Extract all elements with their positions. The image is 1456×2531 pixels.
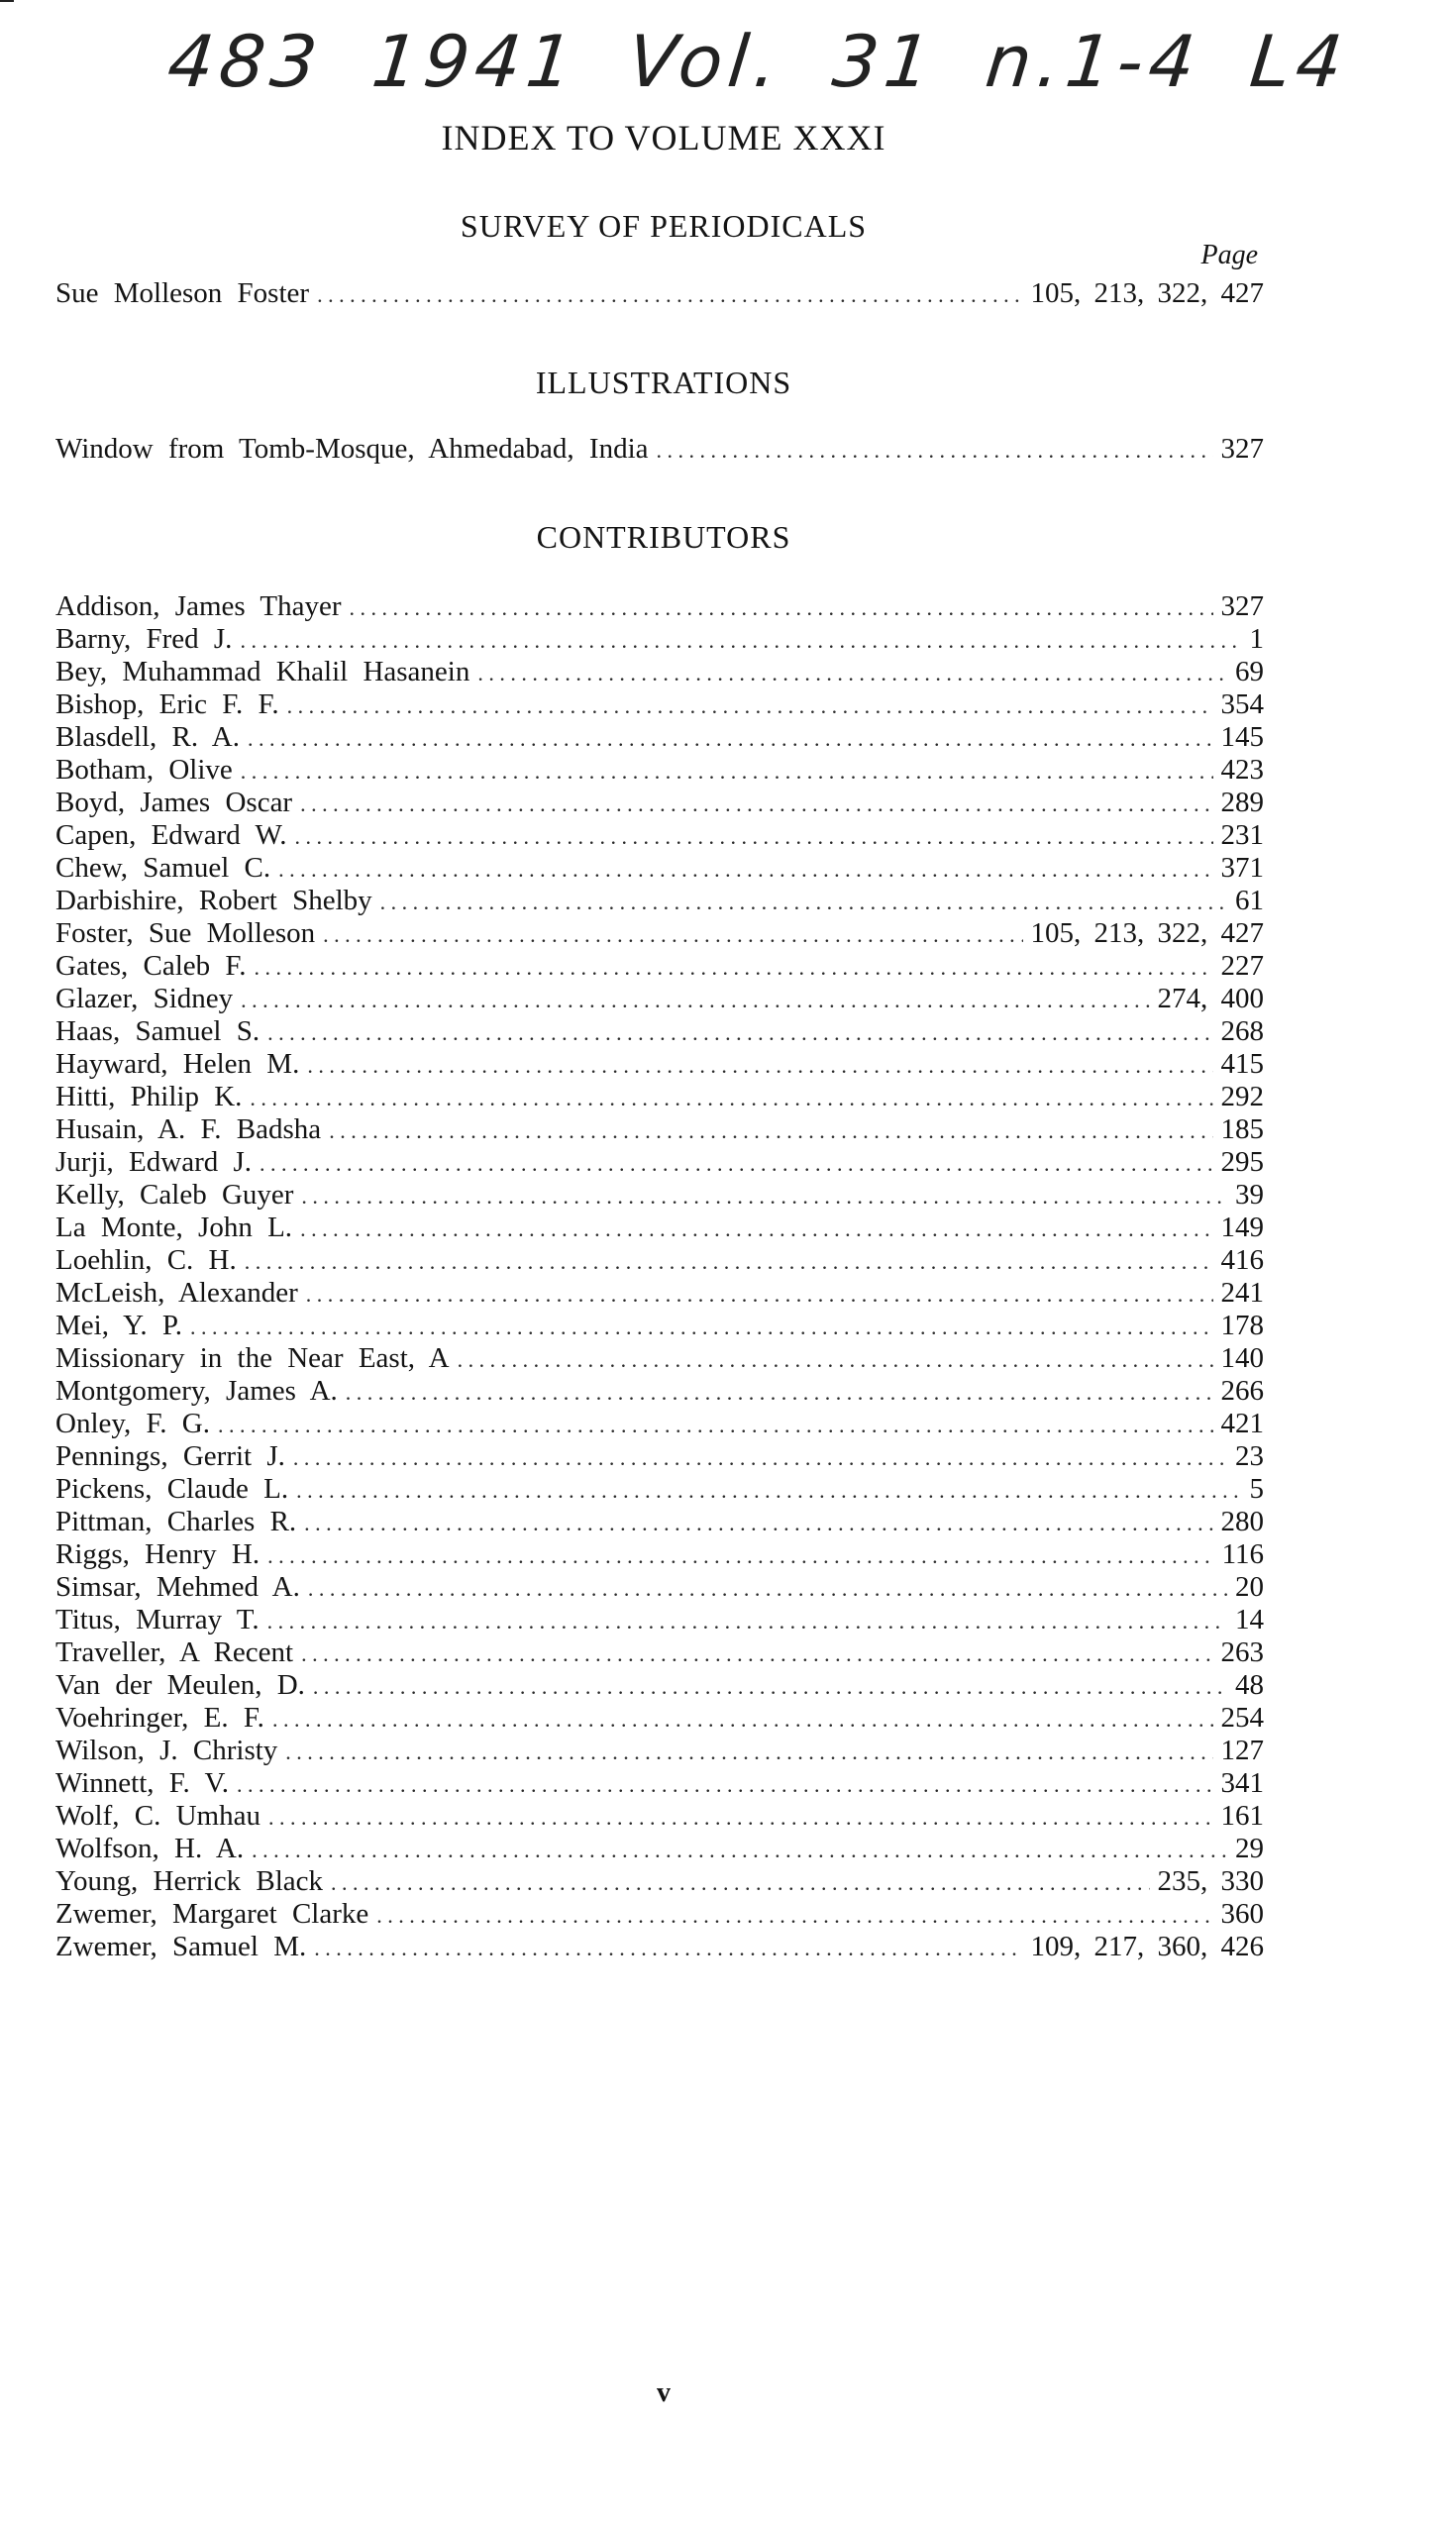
dot-leader	[317, 278, 1022, 310]
contributor-pages: 274, 400	[1157, 983, 1264, 1014]
contributor-row	[55, 721, 1264, 754]
contributor-name: Boyd, James Oscar	[55, 787, 293, 818]
contributor-name: Foster, Sue Molleson	[55, 917, 316, 949]
contributor-pages: 371	[1220, 852, 1264, 884]
contributor-name: Hayward, Helen M.	[55, 1048, 300, 1080]
dot-leader	[380, 886, 1227, 917]
contributor-pages: 241	[1220, 1277, 1264, 1309]
contributor-row	[55, 1702, 1264, 1735]
contributor-row	[55, 1310, 1264, 1342]
contributor-row	[55, 819, 1264, 852]
contributor-name: Haas, Samuel S.	[55, 1015, 260, 1047]
contributor-name: Glazer, Sidney	[55, 983, 234, 1014]
contributor-name: McLeish, Alexander	[55, 1277, 298, 1309]
dot-leader	[241, 984, 1149, 1015]
illustrations-heading: ILLUSTRATIONS	[535, 365, 792, 400]
contributor-name: Barny, Fred J.	[55, 623, 233, 655]
contributor-name: Winnett, F. V.	[55, 1767, 229, 1799]
contributor-row	[55, 1604, 1264, 1636]
contributor-name: Gates, Caleb F.	[55, 950, 247, 982]
contributor-row	[55, 1669, 1264, 1702]
contributor-row	[55, 950, 1264, 983]
contributor-name: Onley, F. G.	[55, 1408, 210, 1439]
contributor-pages: 69	[1235, 656, 1264, 687]
contributor-name: Missionary in the Near East, A	[55, 1342, 450, 1374]
contributor-name: Hitti, Philip K.	[55, 1081, 243, 1112]
survey-heading: SURVEY OF PERIODICALS	[460, 208, 868, 244]
contributor-pages: 327	[1220, 590, 1264, 622]
dot-leader	[314, 1932, 1022, 1963]
contributor-row	[55, 590, 1264, 623]
dot-leader	[272, 1703, 1213, 1735]
contributor-pages: 116	[1221, 1538, 1264, 1570]
scan-corner-mark	[0, 0, 14, 2]
contributor-name: Pickens, Claude L.	[55, 1473, 289, 1505]
contributor-name: Pittman, Charles R.	[55, 1506, 297, 1537]
contributor-row	[55, 1244, 1264, 1277]
contributor-name: Wolfson, H. A.	[55, 1833, 245, 1864]
contributor-row	[55, 688, 1264, 721]
dot-leader	[245, 1245, 1213, 1277]
dot-leader	[301, 1637, 1212, 1669]
dot-leader	[240, 624, 1241, 656]
dot-leader	[306, 1278, 1213, 1310]
contributor-row	[55, 1277, 1264, 1310]
contributor-row	[55, 1571, 1264, 1604]
contributor-name: Chew, Samuel C.	[55, 852, 271, 884]
contributor-pages: 235, 330	[1157, 1865, 1264, 1897]
contributor-name: Jurji, Edward J.	[55, 1146, 253, 1178]
contributor-row	[55, 1735, 1264, 1767]
contributor-pages: 263	[1220, 1636, 1264, 1668]
contributor-row	[55, 1113, 1264, 1146]
contributor-pages: 341	[1220, 1767, 1264, 1799]
contributor-pages: 231	[1220, 819, 1264, 851]
dot-leader	[237, 1768, 1213, 1800]
dot-leader	[304, 1507, 1212, 1538]
contributor-name: Wolf, C. Umhau	[55, 1800, 260, 1832]
contributor-pages: 109, 217, 360, 426	[1030, 1931, 1264, 1962]
contributor-row	[55, 1636, 1264, 1669]
contributor-pages: 268	[1220, 1015, 1264, 1047]
contributor-pages: 254	[1220, 1702, 1264, 1734]
dot-leader	[329, 1114, 1212, 1146]
dot-leader	[267, 1605, 1227, 1636]
contributor-row	[55, 656, 1264, 688]
page-column-label: Page	[1200, 240, 1258, 270]
contributor-name: Kelly, Caleb Guyer	[55, 1179, 294, 1211]
contributor-name: Zwemer, Samuel M.	[55, 1931, 307, 1962]
contributor-name: Loehlin, C. H.	[55, 1244, 237, 1276]
contributor-pages: 161	[1220, 1800, 1264, 1832]
contributor-row	[55, 1408, 1264, 1440]
dot-leader	[267, 1016, 1212, 1048]
contributor-pages: 421	[1220, 1408, 1264, 1439]
contributor-name: Husain, A. F. Badsha	[55, 1113, 322, 1145]
contributor-row	[55, 1865, 1264, 1898]
dot-leader	[250, 1082, 1212, 1113]
contributor-name: Montgomery, James A.	[55, 1375, 338, 1407]
contributor-row	[55, 852, 1264, 885]
contributor-row	[55, 1473, 1264, 1506]
contributor-row	[55, 1898, 1264, 1931]
contributor-row	[55, 1800, 1264, 1833]
dot-leader	[267, 1539, 1213, 1571]
entry-name: Window from Tomb-Mosque, Ahmedabad, India	[55, 433, 649, 465]
contributor-row	[55, 1179, 1264, 1212]
contributor-row	[55, 1081, 1264, 1113]
contributor-pages: 415	[1220, 1048, 1264, 1080]
dot-leader	[301, 1180, 1227, 1212]
dot-leader	[218, 1409, 1213, 1440]
dot-leader	[268, 1801, 1213, 1833]
contributor-row	[55, 1375, 1264, 1408]
dot-leader	[260, 1147, 1212, 1179]
contributor-pages: 105, 213, 322, 427	[1030, 917, 1264, 949]
contributor-name: Young, Herrick Black	[55, 1865, 323, 1897]
contributor-pages: 354	[1220, 688, 1264, 720]
contributor-pages: 29	[1235, 1833, 1264, 1864]
contributor-pages: 227	[1220, 950, 1264, 982]
dot-leader	[252, 1834, 1227, 1865]
handwritten-catalog-note: 483 1941 Vol. 31 n.1-4 L4	[163, 20, 1353, 103]
contributor-row	[55, 885, 1264, 917]
contributor-pages: 127	[1220, 1735, 1264, 1766]
contributor-pages: 1	[1249, 623, 1264, 655]
contributor-name: Mei, Y. P.	[55, 1310, 183, 1341]
dot-leader	[285, 1736, 1212, 1767]
contributor-row	[55, 1538, 1264, 1571]
contributor-name: Addison, James Thayer	[55, 590, 342, 622]
contributor-pages: 266	[1220, 1375, 1264, 1407]
contributor-pages: 145	[1220, 721, 1264, 753]
entry-name: Sue Molleson Foster	[55, 277, 310, 309]
dot-leader	[477, 657, 1227, 688]
entry-pages: 327	[1220, 433, 1264, 465]
contributor-pages: 185	[1220, 1113, 1264, 1145]
contributor-pages: 140	[1220, 1342, 1264, 1374]
contributor-row	[55, 917, 1264, 950]
contributor-row	[55, 1767, 1264, 1800]
dot-leader	[313, 1670, 1227, 1702]
page-title: INDEX TO VOLUME XXXI	[441, 118, 886, 158]
entry-pages: 105, 213, 322, 427	[1030, 277, 1264, 309]
dot-leader	[248, 722, 1213, 754]
contributor-name: Darbishire, Robert Shelby	[55, 885, 372, 916]
contributor-row	[55, 1506, 1264, 1538]
contributor-pages: 292	[1220, 1081, 1264, 1112]
contributor-name: Bey, Muhammad Khalil Hasanein	[55, 656, 470, 687]
dot-leader	[376, 1899, 1212, 1931]
contributor-row	[55, 1342, 1264, 1375]
dot-leader	[293, 1441, 1227, 1473]
contributor-pages: 20	[1235, 1571, 1264, 1603]
contributor-name: Botham, Olive	[55, 754, 233, 786]
contributor-name: Capen, Edward W.	[55, 819, 287, 851]
contributor-pages: 48	[1235, 1669, 1264, 1701]
dot-leader	[350, 591, 1213, 623]
dot-leader	[323, 918, 1022, 950]
contributor-name: Wilson, J. Christy	[55, 1735, 278, 1766]
dot-leader	[308, 1572, 1227, 1604]
contributors-list	[0, 590, 1456, 1963]
contributor-name: Riggs, Henry H.	[55, 1538, 260, 1570]
contributor-name: Van der Meulen, D.	[55, 1669, 305, 1701]
illustration-entry	[55, 433, 1264, 466]
contributor-row	[55, 1015, 1264, 1048]
contributor-row	[55, 754, 1264, 787]
contributor-name: Zwemer, Margaret Clarke	[55, 1898, 369, 1930]
contributor-row	[55, 983, 1264, 1015]
contributor-pages: 23	[1235, 1440, 1264, 1472]
contributor-pages: 61	[1235, 885, 1264, 916]
dot-leader	[331, 1866, 1150, 1898]
contributor-name: Blasdell, R. A.	[55, 721, 240, 753]
contributor-name: Traveller, A Recent	[55, 1636, 294, 1668]
contributor-name: Bishop, Eric F. F.	[55, 688, 279, 720]
contributor-row	[55, 1931, 1264, 1963]
contributor-pages: 416	[1220, 1244, 1264, 1276]
contributor-pages: 289	[1220, 787, 1264, 818]
dot-leader	[296, 1474, 1241, 1506]
contributor-pages: 5	[1249, 1473, 1264, 1505]
contributor-name: Pennings, Gerrit J.	[55, 1440, 285, 1472]
contributor-row	[55, 623, 1264, 656]
dot-leader	[287, 689, 1213, 721]
contributor-row	[55, 1146, 1264, 1179]
dot-leader	[307, 1049, 1212, 1081]
contributor-name: Titus, Murray T.	[55, 1604, 260, 1635]
contributor-pages: 295	[1220, 1146, 1264, 1178]
dot-leader	[300, 788, 1212, 819]
dot-leader	[241, 755, 1213, 787]
contributor-name: La Monte, John L.	[55, 1212, 293, 1243]
dot-leader	[300, 1213, 1212, 1244]
survey-entry	[55, 277, 1264, 310]
contributor-name: Voehringer, E. F.	[55, 1702, 264, 1734]
contributors-heading: CONTRIBUTORS	[536, 519, 791, 555]
dot-leader	[458, 1343, 1213, 1375]
dot-leader	[294, 820, 1212, 852]
dot-leader	[278, 853, 1212, 885]
dot-leader	[657, 434, 1213, 466]
contributor-pages: 149	[1220, 1212, 1264, 1243]
contributor-pages: 423	[1220, 754, 1264, 786]
contributor-name: Simsar, Mehmed A.	[55, 1571, 300, 1603]
contributor-row	[55, 1212, 1264, 1244]
contributor-row	[55, 787, 1264, 819]
contributor-row	[55, 1048, 1264, 1081]
contributor-row	[55, 1440, 1264, 1473]
dot-leader	[254, 951, 1212, 983]
dot-leader	[346, 1376, 1213, 1408]
contributor-pages: 360	[1220, 1898, 1264, 1930]
contributor-row	[55, 1833, 1264, 1865]
contributor-pages: 280	[1220, 1506, 1264, 1537]
contributor-pages: 178	[1220, 1310, 1264, 1341]
page-number: v	[657, 2377, 671, 2408]
contributor-pages: 14	[1235, 1604, 1264, 1635]
dot-leader	[190, 1311, 1212, 1342]
contributor-pages: 39	[1235, 1179, 1264, 1211]
